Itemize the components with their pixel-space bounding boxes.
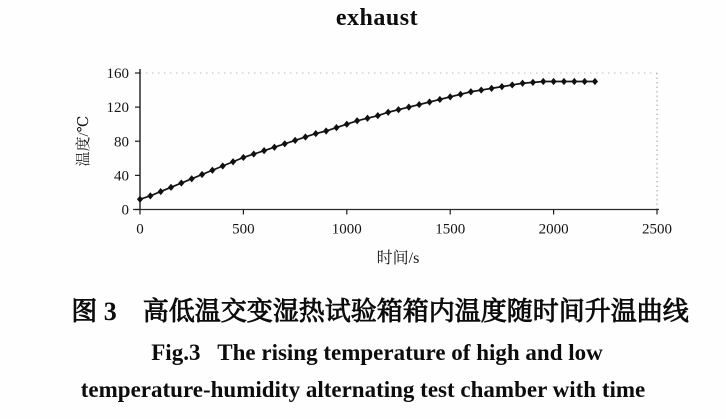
data-point-marker xyxy=(437,96,443,103)
data-point-marker xyxy=(137,196,143,203)
x-axis-title: 时间/s xyxy=(376,250,420,267)
y-tick-label: 120 xyxy=(106,100,129,117)
data-point-marker xyxy=(530,79,536,86)
data-point-marker xyxy=(561,78,567,85)
figure-caption-english-line1: Fig.3 The rising temperature of high and low xyxy=(151,340,603,365)
data-point-marker xyxy=(199,171,205,178)
data-point-marker xyxy=(592,78,598,85)
x-tick-label: 1500 xyxy=(435,221,466,238)
data-point-marker xyxy=(292,137,298,144)
data-point-marker xyxy=(251,150,257,157)
series-line xyxy=(140,82,595,200)
data-point-marker xyxy=(468,88,474,95)
x-tick-label: 1000 xyxy=(331,221,362,238)
data-point-marker xyxy=(147,192,153,199)
data-point-marker xyxy=(395,106,401,113)
data-point-marker xyxy=(178,179,184,186)
figure-caption-chinese: 图 3 高低温交变湿热试验箱箱内温度随时间升温曲线 xyxy=(71,297,689,326)
y-tick-label: 80 xyxy=(114,134,129,151)
data-point-marker xyxy=(209,167,215,174)
data-point-marker xyxy=(519,80,525,87)
data-point-marker xyxy=(282,140,288,147)
data-point-marker xyxy=(426,98,432,105)
data-point-marker xyxy=(354,117,360,124)
data-point-marker xyxy=(478,86,484,93)
data-point-marker xyxy=(551,78,557,85)
data-point-marker xyxy=(582,78,588,85)
x-tick-label: 0 xyxy=(136,221,144,238)
data-point-marker xyxy=(364,115,370,122)
figure-caption-english-line2: temperature-humidity alternating test chamber with time xyxy=(80,377,646,402)
data-point-marker xyxy=(457,91,463,98)
y-axis-title: 温度/℃ xyxy=(76,115,92,167)
data-point-marker xyxy=(313,130,319,137)
data-point-marker xyxy=(488,85,494,92)
data-point-marker xyxy=(344,121,350,128)
data-point-marker xyxy=(271,144,277,151)
data-point-marker xyxy=(261,147,267,154)
data-point-marker xyxy=(499,83,505,90)
data-point-marker xyxy=(333,124,339,131)
x-tick-label: 2000 xyxy=(538,221,569,238)
data-point-marker xyxy=(230,158,236,165)
data-point-marker xyxy=(158,188,164,195)
data-point-marker xyxy=(168,184,174,191)
data-point-marker xyxy=(571,78,577,85)
data-point-marker xyxy=(220,162,226,169)
y-tick-label: 0 xyxy=(121,202,129,219)
y-tick-label: 40 xyxy=(114,168,129,185)
data-point-marker xyxy=(302,133,308,140)
data-point-marker xyxy=(416,101,422,108)
data-point-marker xyxy=(447,93,453,100)
data-point-marker xyxy=(375,112,381,119)
x-tick-label: 2500 xyxy=(642,221,672,238)
x-tick-label: 500 xyxy=(232,221,255,238)
data-point-marker xyxy=(406,104,412,111)
y-tick-label: 160 xyxy=(106,66,129,82)
data-point-marker xyxy=(385,109,391,116)
data-point-marker xyxy=(509,81,515,88)
data-point-marker xyxy=(189,175,195,182)
chart-title: exhaust xyxy=(335,5,419,31)
data-point-marker xyxy=(240,154,246,161)
data-point-marker xyxy=(323,127,329,134)
data-point-marker xyxy=(540,78,546,85)
